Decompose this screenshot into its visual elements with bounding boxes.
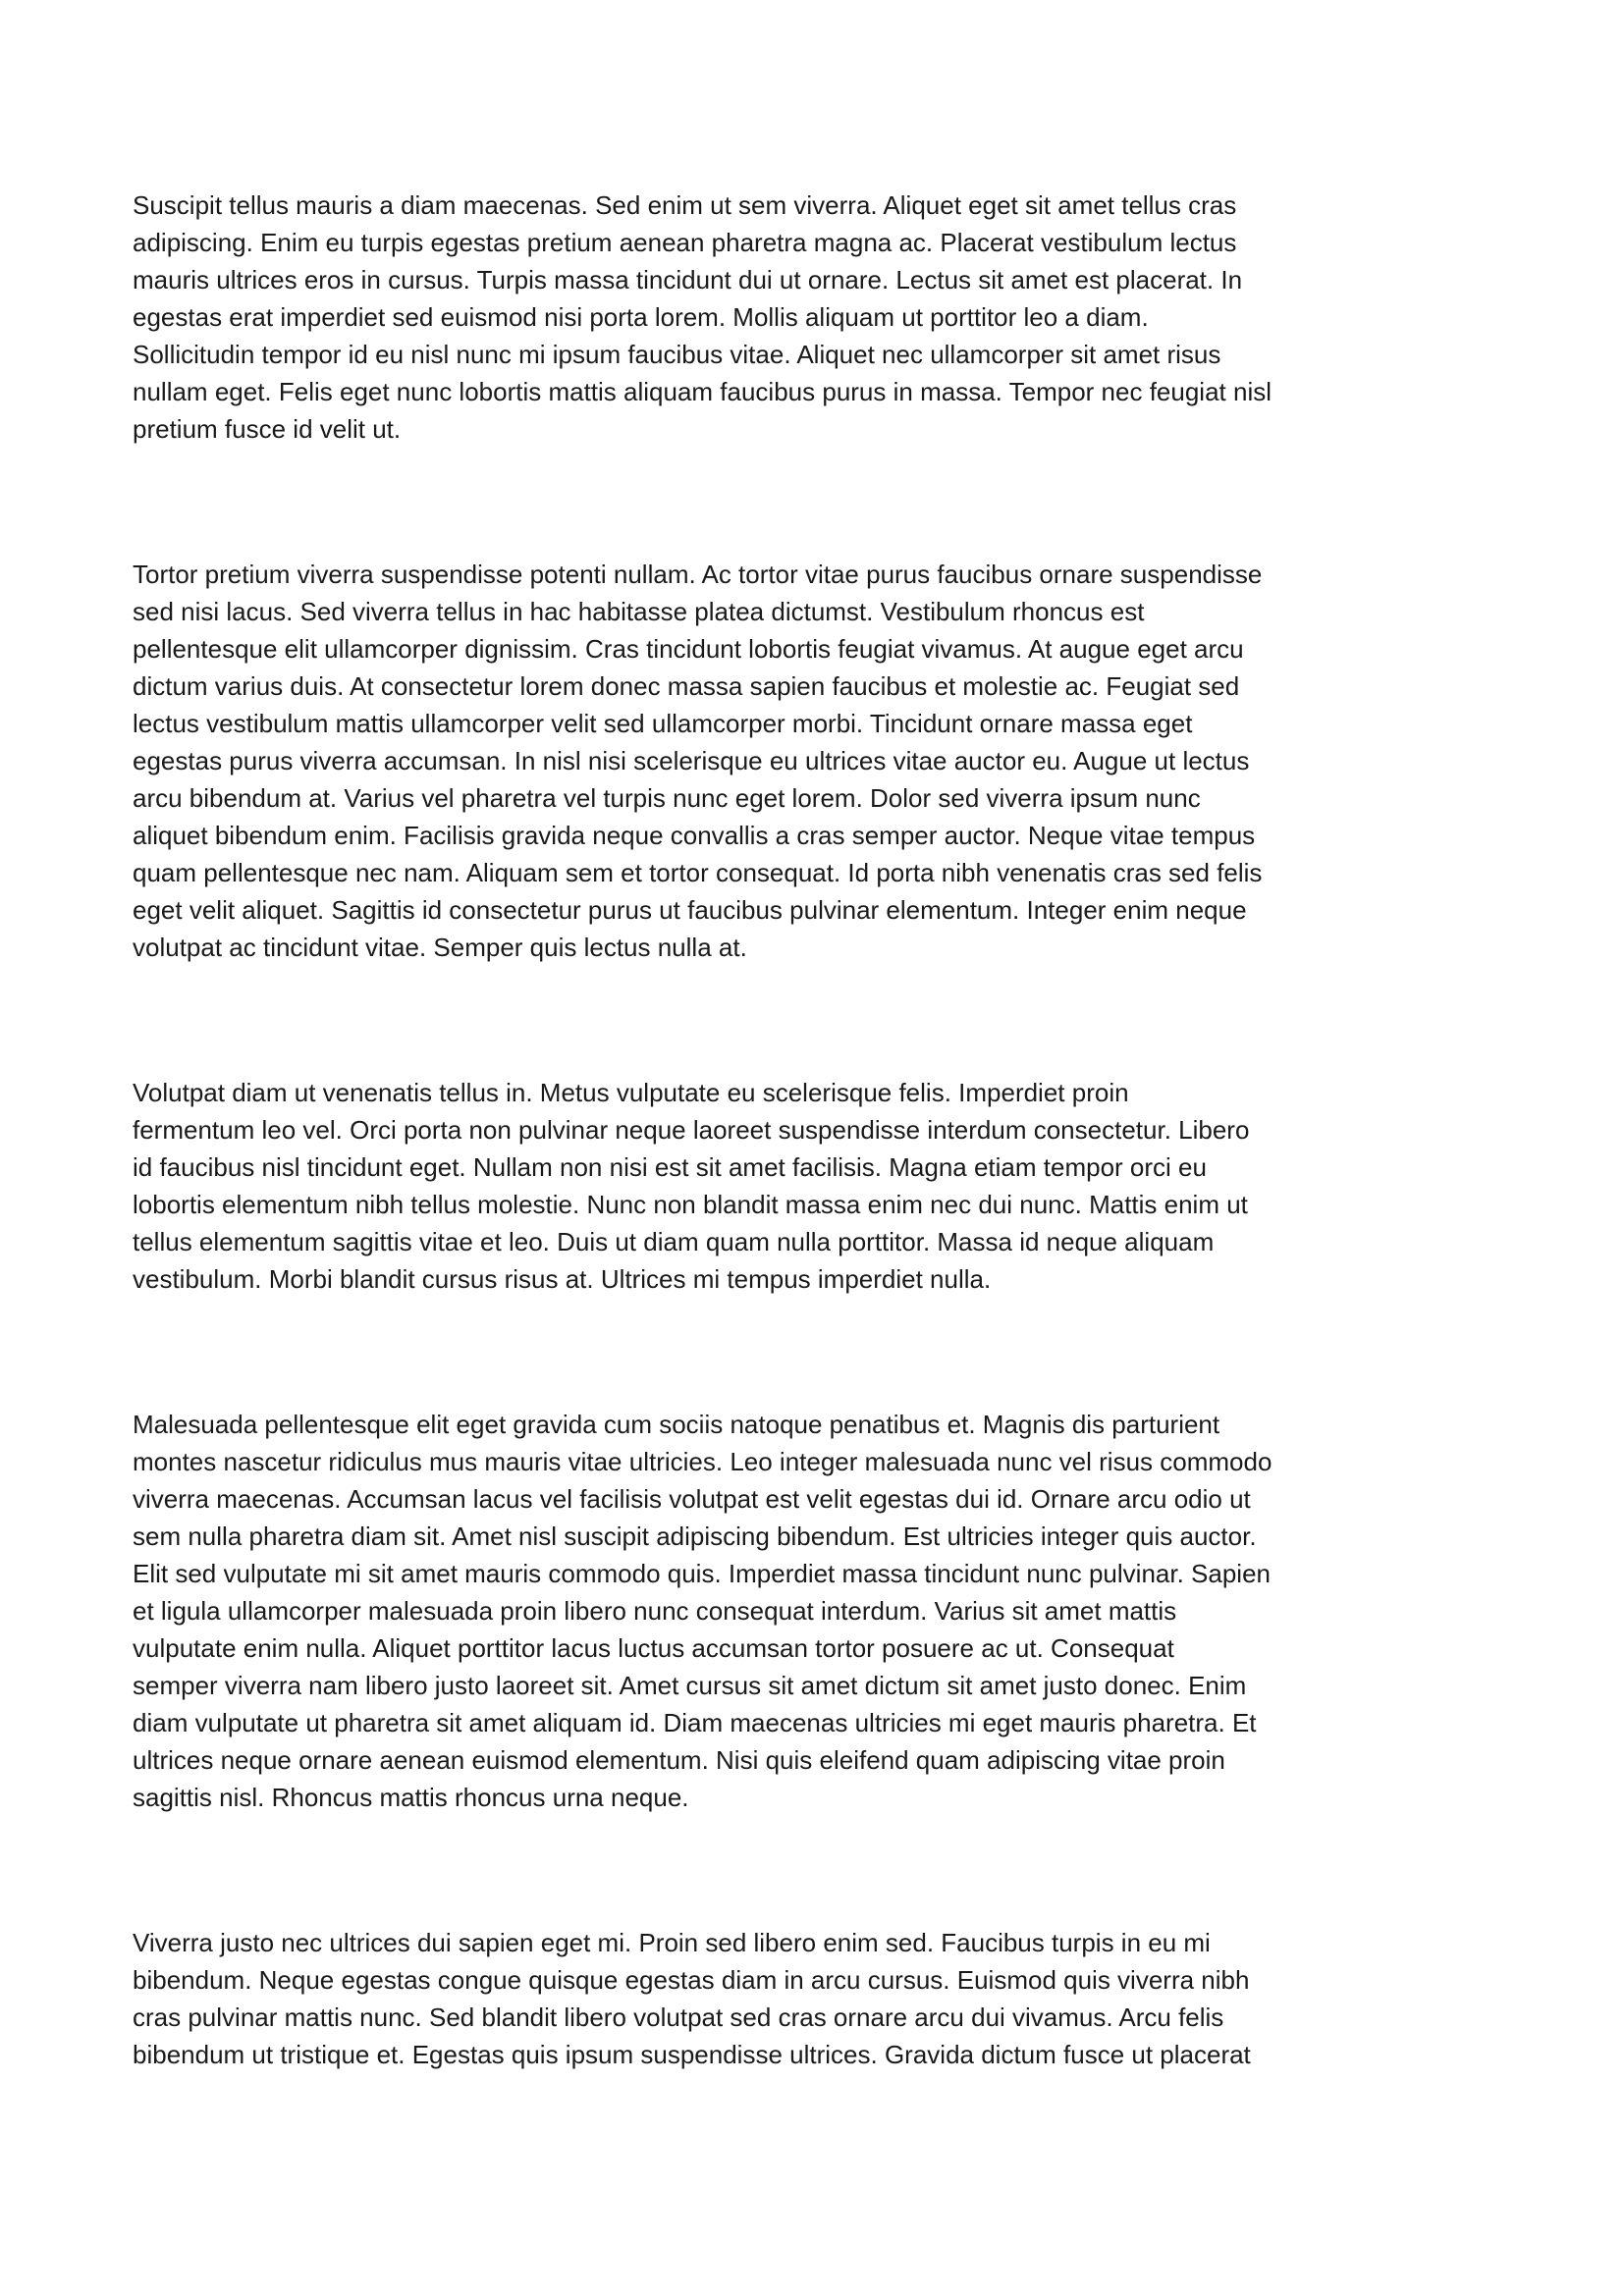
text-line: egestas erat imperdiet sed euismod nisi porta lorem. Mollis aliquam ut porttitor leo a diam.	[133, 302, 1149, 332]
text-line: eget velit aliquet. Sagittis id consectetur purus ut faucibus pulvinar elementum. Integer enim neque	[133, 895, 1247, 925]
text-line: et ligula ullamcorper malesuada proin libero nunc consequat interdum. Varius sit amet mattis	[133, 1596, 1177, 1626]
text-line: montes nascetur ridiculus mus mauris vitae ultricies. Leo integer malesuada nunc vel risus commodo	[133, 1447, 1272, 1476]
text-line: semper viverra nam libero justo laoreet sit. Amet cursus sit amet dictum sit amet justo donec. Enim	[133, 1671, 1247, 1700]
text-line: diam vulputate ut pharetra sit amet aliquam id. Diam maecenas ultricies mi eget mauris pharetra. Et	[133, 1708, 1257, 1737]
text-line: Elit sed vulputate mi sit amet mauris commodo quis. Imperdiet massa tincidunt nunc pulvinar. Sapien	[133, 1559, 1271, 1588]
text-line: vulputate enim nulla. Aliquet porttitor lacus luctus accumsan tortor posuere ac ut. Consequat	[133, 1633, 1174, 1663]
document-body	[133, 187, 1497, 2073]
text-line: egestas purus viverra accumsan. In nisl nisi scelerisque eu ultrices vitae auctor eu. Augue ut lectus	[133, 746, 1250, 775]
text-line: arcu bibendum at. Varius vel pharetra vel turpis nunc eget lorem. Dolor sed viverra ipsum nunc	[133, 783, 1201, 813]
text-line: id faucibus nisl tincidunt eget. Nullam non nisi est sit amet facilisis. Magna etiam tempor orci eu	[133, 1152, 1207, 1182]
text-line: viverra maecenas. Accumsan lacus vel facilisis volutpat est velit egestas dui id. Ornare arcu odio ut	[133, 1484, 1251, 1514]
text-line: sed nisi lacus. Sed viverra tellus in hac habitasse platea dictumst. Vestibulum rhoncus est	[133, 597, 1145, 626]
text-line: Viverra justo nec ultrices dui sapien eget mi. Proin sed libero enim sed. Faucibus turpis in eu mi	[133, 1928, 1211, 1957]
paragraph	[133, 1074, 1497, 1298]
text-line: mauris ultrices eros in cursus. Turpis massa tincidunt dui ut ornare. Lectus sit amet est placerat. In	[133, 265, 1243, 294]
text-line: sem nulla pharetra diam sit. Amet nisl suscipit adipiscing bibendum. Est ultricies integer quis auctor.	[133, 1522, 1257, 1551]
text-line: bibendum. Neque egestas congue quisque egestas diam in arcu cursus. Euismod quis viverra nibh	[133, 1965, 1250, 1995]
text-line: tellus elementum sagittis vitae et leo. Duis ut diam quam nulla porttitor. Massa id neque aliquam	[133, 1227, 1215, 1256]
text-line: Suscipit tellus mauris a diam maecenas. Sed enim ut sem viverra. Aliquet eget sit amet tellus cras	[133, 190, 1237, 220]
text-line: bibendum ut tristique et. Egestas quis ipsum suspendisse ultrices. Gravida dictum fusce ut placerat	[133, 2040, 1251, 2069]
paragraph	[133, 556, 1497, 966]
text-line: fermentum leo vel. Orci porta non pulvinar neque laoreet suspendisse interdum consectetur. Libero	[133, 1115, 1250, 1145]
text-line: aliquet bibendum enim. Facilisis gravida neque convallis a cras semper auctor. Neque vitae tempus	[133, 821, 1256, 850]
text-line: pellentesque elit ullamcorper dignissim. Cras tincidunt lobortis feugiat vivamus. At augue eget arcu	[133, 634, 1244, 664]
text-line: ultrices neque ornare aenean euismod elementum. Nisi quis eleifend quam adipiscing vitae proin	[133, 1745, 1225, 1775]
text-line: dictum varius duis. At consectetur lorem donec massa sapien faucibus et molestie ac. Feugiat sed	[133, 671, 1240, 701]
text-line: lectus vestibulum mattis ullamcorper velit sed ullamcorper morbi. Tincidunt ornare massa eget	[133, 709, 1193, 738]
text-line: nullam eget. Felis eget nunc lobortis mattis aliquam faucibus purus in massa. Tempor nec feugiat nisl	[133, 377, 1272, 406]
paragraph	[133, 187, 1497, 448]
text-line: adipiscing. Enim eu turpis egestas pretium aenean pharetra magna ac. Placerat vestibulum lectus	[133, 228, 1237, 257]
text-line: cras pulvinar mattis nunc. Sed blandit libero volutpat sed cras ornare arcu dui vivamus. Arcu felis	[133, 2002, 1224, 2032]
text-line: Malesuada pellentesque elit eget gravida cum sociis natoque penatibus et. Magnis dis parturient	[133, 1410, 1220, 1439]
paragraph	[133, 1924, 1497, 2073]
text-line: Volutpat diam ut venenatis tellus in. Metus vulputate eu scelerisque felis. Imperdiet proin	[133, 1078, 1129, 1107]
text-line: lobortis elementum nibh tellus molestie. Nunc non blandit massa enim nec dui nunc. Mattis enim ut	[133, 1190, 1248, 1219]
text-line: Sollicitudin tempor id eu nisl nunc mi ipsum faucibus vitae. Aliquet nec ullamcorper sit amet risus	[133, 340, 1221, 369]
text-line: pretium fusce id velit ut.	[133, 414, 402, 444]
text-line: sagittis nisl. Rhoncus mattis rhoncus urna neque.	[133, 1783, 689, 1812]
paragraph	[133, 1406, 1497, 1816]
text-line: vestibulum. Morbi blandit cursus risus at. Ultrices mi tempus imperdiet nulla.	[133, 1264, 992, 1294]
text-line: quam pellentesque nec nam. Aliquam sem et tortor consequat. Id porta nibh venenatis cras sed felis	[133, 858, 1263, 887]
text-line: Tortor pretium viverra suspendisse potenti nullam. Ac tortor vitae purus faucibus ornare suspendisse	[133, 560, 1263, 589]
text-line: volutpat ac tincidunt vitae. Semper quis lectus nulla at.	[133, 933, 747, 962]
